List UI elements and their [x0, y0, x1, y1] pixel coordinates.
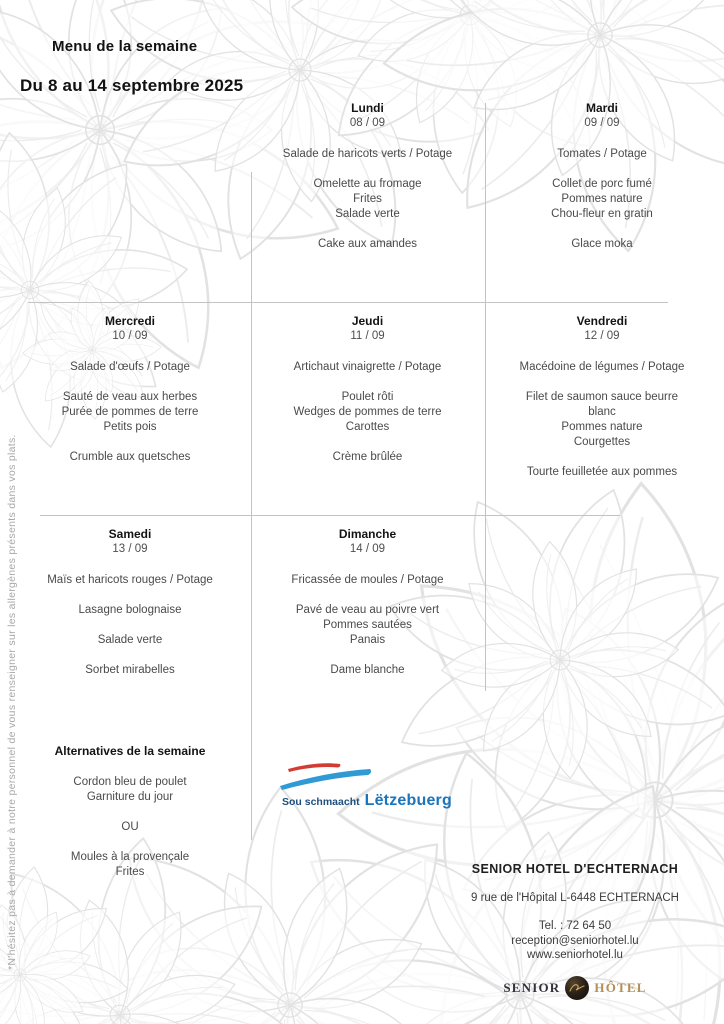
- course-group: [252, 177, 483, 222]
- menu-item: Sorbet mirabelles: [85, 664, 175, 676]
- menu-item: Pavé de veau au poivre vert: [295, 604, 440, 616]
- alternatives-items: [10, 775, 250, 880]
- hotel-email: reception@seniorhotel.lu: [511, 934, 639, 947]
- hotel-phone: Tel. : 72 64 50: [538, 920, 612, 932]
- menu-item: Cordon bleu de poulet: [73, 776, 187, 788]
- allergen-note: *N'hésitez pas à demander à notre personnel de vous renseigner sur les allergènes présents dans vos plats.: [6, 434, 18, 970]
- day-date: 13 / 09: [112, 543, 148, 555]
- grid-divider-horizontal-top: [28, 302, 668, 303]
- day-name: Lundi: [351, 101, 384, 115]
- day-name: Jeudi: [351, 314, 384, 328]
- menu-item: Sauté de veau aux herbes: [62, 391, 198, 403]
- hotel-name: SENIOR HOTEL D'ECHTERNACH: [471, 862, 679, 876]
- page-subtitle: Du 8 au 14 septembre 2025: [20, 76, 244, 95]
- campaign-brushstrokes-icon: [278, 760, 408, 790]
- course-group: [252, 663, 483, 678]
- menu-item: Tomates / Potage: [557, 148, 647, 160]
- alternatives-title: Alternatives de la semaine: [54, 744, 206, 758]
- day-date: 08 / 09: [349, 117, 386, 129]
- course-group: [486, 147, 718, 162]
- course-group: [10, 850, 250, 880]
- course-group: [10, 360, 250, 375]
- hotel-logo-senior: SENIOR: [503, 979, 561, 995]
- menu-item: Courgettes: [573, 436, 631, 448]
- course-group: [252, 237, 483, 252]
- course-group: [252, 573, 483, 588]
- menu-item: Frites: [115, 866, 145, 878]
- menu-item: Wedges de pommes de terre: [293, 406, 442, 418]
- campaign-wordmark-large: Lëtzebuerg: [364, 792, 452, 809]
- menu-item: Chou-fleur en gratin: [551, 208, 653, 220]
- menu-item: Crème brûlée: [332, 451, 403, 463]
- menu-item: Omelette au fromage: [313, 178, 422, 190]
- menu-item: Tourte feuilletée aux pommes: [526, 466, 678, 478]
- hotel-logo: [428, 976, 722, 1000]
- menu-item: Poulet rôti: [341, 391, 394, 403]
- menu-item: Artichaut vinaigrette / Potage: [293, 361, 442, 373]
- menu-item: Macédoine de légumes / Potage: [519, 361, 685, 373]
- day-date: 14 / 09: [349, 543, 386, 555]
- menu-day-samedi: [10, 527, 250, 678]
- menu-item: Cake aux amandes: [317, 238, 418, 250]
- menu-item: Salade verte: [97, 634, 163, 646]
- course-group: [10, 390, 250, 435]
- menu-item: Maïs et haricots rouges / Potage: [47, 574, 213, 586]
- day-name: Vendredi: [576, 314, 628, 328]
- campaign-wordmark-small: Sou schmaacht: [282, 796, 360, 808]
- course-group: [252, 603, 483, 648]
- menu-item: Salade de haricots verts / Potage: [282, 148, 453, 160]
- day-date: 10 / 09: [112, 330, 148, 342]
- day-date: 11 / 09: [350, 330, 385, 342]
- menu-item: Salade verte: [335, 208, 400, 220]
- course-group: [10, 633, 250, 648]
- day-name: Dimanche: [338, 527, 397, 541]
- day-date: 09 / 09: [584, 117, 620, 129]
- menu-day-mardi: [486, 101, 718, 252]
- course-group: [10, 450, 250, 465]
- course-group: [10, 663, 250, 678]
- menu-item: Salade d'œufs / Potage: [70, 361, 190, 373]
- course-group: [252, 450, 483, 465]
- course-group: [10, 820, 250, 835]
- menu-item: Filet de saumon sauce beurre: [525, 391, 679, 403]
- menu-day-mercredi: [10, 314, 250, 465]
- page-title: Menu de la semaine: [52, 38, 198, 55]
- menu-item: Collet de porc fumé: [552, 178, 652, 190]
- footer: [428, 862, 722, 1000]
- course-group: [486, 360, 718, 375]
- day-date: 12 / 09: [584, 330, 620, 342]
- course-group: [252, 147, 483, 162]
- menu-item: Carottes: [345, 421, 390, 433]
- menu-item: Crumble aux quetsches: [69, 451, 191, 463]
- course-group: [486, 390, 718, 450]
- brushstroke-red: [288, 763, 340, 772]
- day-name: Samedi: [108, 527, 152, 541]
- menu-item: OU: [121, 821, 139, 833]
- course-group: [10, 573, 250, 588]
- hotel-emblem-icon: [565, 976, 589, 1000]
- menu-item: Purée de pommes de terre: [61, 406, 199, 418]
- menu-item: Frites: [353, 193, 382, 205]
- menu-item: Petits pois: [103, 421, 157, 433]
- menu-item: Panais: [349, 634, 386, 646]
- alternatives-section: [10, 744, 250, 895]
- course-group: [486, 237, 718, 252]
- menu-item: Pommes nature: [561, 421, 643, 433]
- menu-day-jeudi: [252, 314, 483, 465]
- menu-day-lundi: [252, 101, 483, 252]
- menu-day-dimanche: [252, 527, 483, 678]
- menu-item: Fricassée de moules / Potage: [291, 574, 444, 586]
- brushstroke-blue: [280, 769, 371, 790]
- menu-item: Pommes sautées: [323, 619, 412, 631]
- menu-day-vendredi: [486, 314, 718, 480]
- campaign-logo: [278, 760, 468, 810]
- menu-item: Lasagne bolognaise: [78, 604, 182, 616]
- course-group: [252, 360, 483, 375]
- day-name: Mercredi: [104, 314, 156, 328]
- menu-item: Pommes nature: [561, 193, 643, 205]
- grid-divider-vertical-left: [251, 172, 252, 840]
- hotel-website: www.seniorhotel.lu: [527, 949, 623, 961]
- menu-item: Garniture du jour: [86, 791, 174, 803]
- menu-item: Dame blanche: [330, 664, 405, 676]
- hotel-logo-hotel: HÔTEL: [594, 979, 647, 995]
- course-group: [10, 775, 250, 805]
- grid-divider-horizontal-bottom: [40, 515, 620, 516]
- menu-item: blanc: [588, 406, 616, 418]
- hotel-address: 9 rue de l'Hôpital L-6448 ECHTERNACH: [470, 892, 679, 904]
- menu-item: Glace moka: [571, 238, 633, 250]
- day-name: Mardi: [585, 101, 618, 115]
- course-group: [252, 390, 483, 435]
- menu-item: Moules à la provençale: [70, 851, 190, 863]
- course-group: [486, 177, 718, 222]
- course-group: [10, 603, 250, 618]
- course-group: [486, 465, 718, 480]
